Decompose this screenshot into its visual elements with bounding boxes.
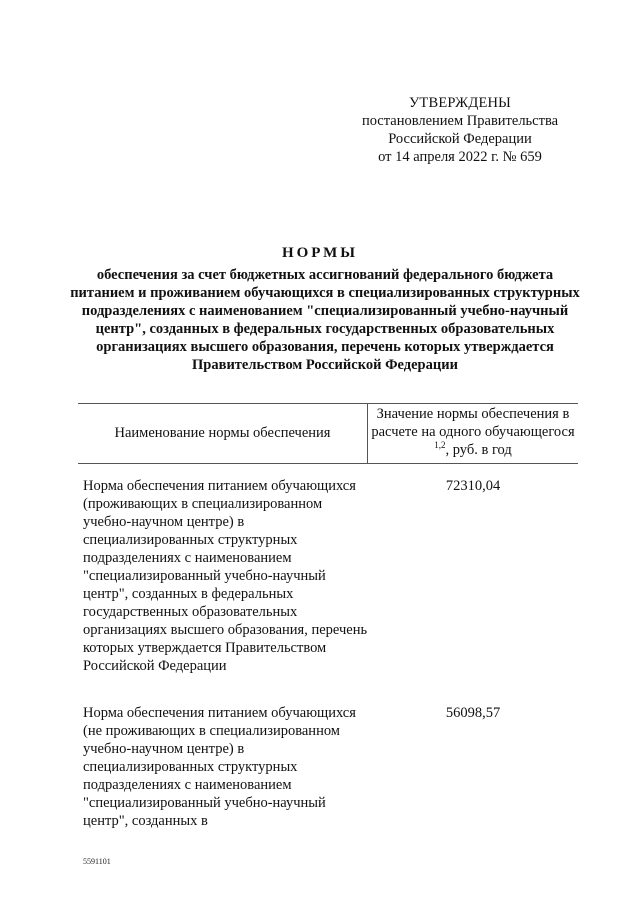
footnote-marker: 1,2: [434, 440, 446, 451]
approval-date-number: от 14 апреля 2022 г. № 659: [378, 149, 542, 165]
table-row-name: Норма обеспечения питанием обучающихся (проживающих в специализированном учебно-научном центре) в специализированных структурных подразделениях с наименованием "специализированный учебно-научный центр", созданных в федеральных государственных образовательных организациях высшего образования, перечень которых утверждается Правительством Российской Федерации: [83, 478, 368, 674]
table-row-value: 56098,57: [445, 705, 501, 721]
approval-line: постановлением Правительства: [361, 113, 559, 129]
document-subtitle: обеспечения за счет бюджетных ассигнований федерального бюджета питанием и проживанием обучающихся в специализированных структурных подразделениях с наименованием "специализированный учебно-научный центр", созданных в федеральных государственных образовательных организациях высшего образования, перечень которых утверждается Правительством Российской Федерации: [70, 267, 580, 373]
approval-line: Российской Федерации: [388, 131, 532, 147]
document-title: НОРМЫ: [281, 245, 359, 261]
column-header-value: Значение нормы обеспечения в расчете на одного обучающегося $^{1,2}$, руб. в год: [371, 406, 575, 458]
table-row-name: Норма обеспечения питанием обучающихся (не проживающих в специализированном учебно-научном центре) в специализированных структурных подразделениях с наименованием "специализированный учебно-научный центр", созданных в: [83, 705, 356, 829]
document-code: 5591101: [83, 857, 111, 866]
table-row-value: 72310,04: [445, 478, 501, 494]
column-header-name: Наименование нормы обеспечения: [114, 425, 331, 441]
table-header-rule: [78, 463, 578, 464]
table-top-rule: [78, 403, 578, 404]
approval-block: [345, 94, 575, 166]
approval-heading: УТВЕРЖДЕНЫ: [408, 95, 512, 111]
